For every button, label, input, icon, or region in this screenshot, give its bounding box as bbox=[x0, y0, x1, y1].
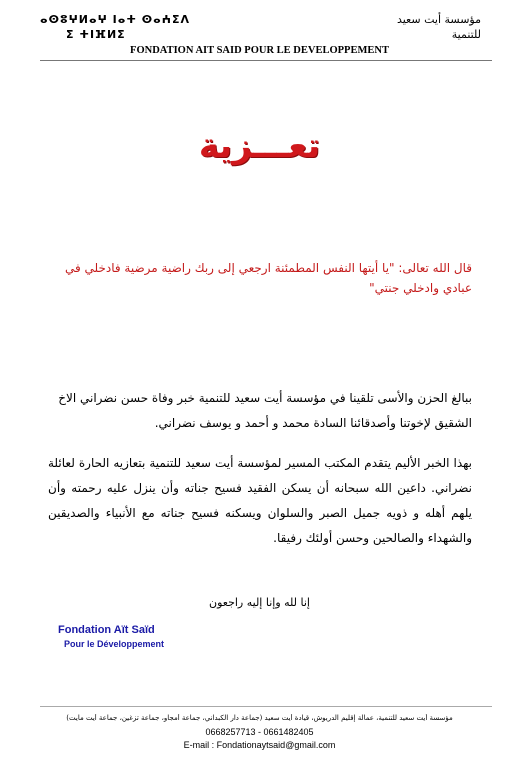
signature-subtitle: Pour le Développement bbox=[64, 639, 165, 649]
arabic-name-line2: للتنمية bbox=[451, 28, 481, 41]
tifinagh-name-line2: ⵉ ⵜⵏⴼⵍⵉ bbox=[66, 28, 126, 41]
signature-name: Fondation Aït Saïd bbox=[58, 624, 155, 636]
header-divider bbox=[40, 60, 492, 61]
footer-phones: 0668257713 - 0661482405 bbox=[205, 727, 314, 737]
condolence-paragraph: بهذا الخبر الأليم يتقدم المكتب المسير لمؤسسة أيت سعيد للتنمية بتعازيه الحارة لعائلة نضراني. داعين الله سبحانه أن يسكن الفقيد فسيح جناته وأن ينزل عليه رحمته وأن يلهم أهله و ذويه جميل الصبر والسلوان ويسكنه فسيح جناته مع الأنبياء والصديقين والشهداء والصالحين وحسن أولئك رفيقا. bbox=[48, 456, 472, 545]
footer-divider bbox=[40, 706, 492, 707]
footer-address: مؤسسة أيت سعيد للتنمية، عمالة إقليم الدريوش، قيادة أيت سعيد (جماعة دار الكبداني، جماعة أمجاو، جماعة تزغين، جماعة أيت مايت) bbox=[66, 714, 453, 722]
arabic-name-line1: مؤسسة أيت سعيد bbox=[396, 13, 481, 26]
footer-email[interactable]: E-mail : Fondationaytsaid@gmail.com bbox=[183, 740, 336, 750]
closing-phrase: إنا لله وإنا إليه راجعون bbox=[209, 596, 310, 609]
tifinagh-name-line1: ⴰⵙⵓⵖⵍⴰⵖ ⵏⴰⵜ ⵙⴰⵄⵉⴷ bbox=[40, 13, 190, 26]
condolence-title: تعـــزية bbox=[198, 126, 321, 166]
quran-verse: قال الله تعالى: "يا أيتها النفس المطمئنة ارجعي إلى ربك راضية مرضية فادخلي في عبادي وادخلي جنتي" bbox=[64, 261, 472, 295]
french-foundation-name: FONDATION AIT SAID POUR LE DEVELOPPEMENT bbox=[130, 45, 389, 56]
announcement-paragraph: ببالغ الحزن والأسى تلقينا في مؤسسة أيت سعيد للتنمية خبر وفاة حسن نضراني الاخ الشقيق لإخوتنا وأصدقائنا السادة محمد و أحمد و يوسف نضراني. bbox=[58, 391, 472, 430]
